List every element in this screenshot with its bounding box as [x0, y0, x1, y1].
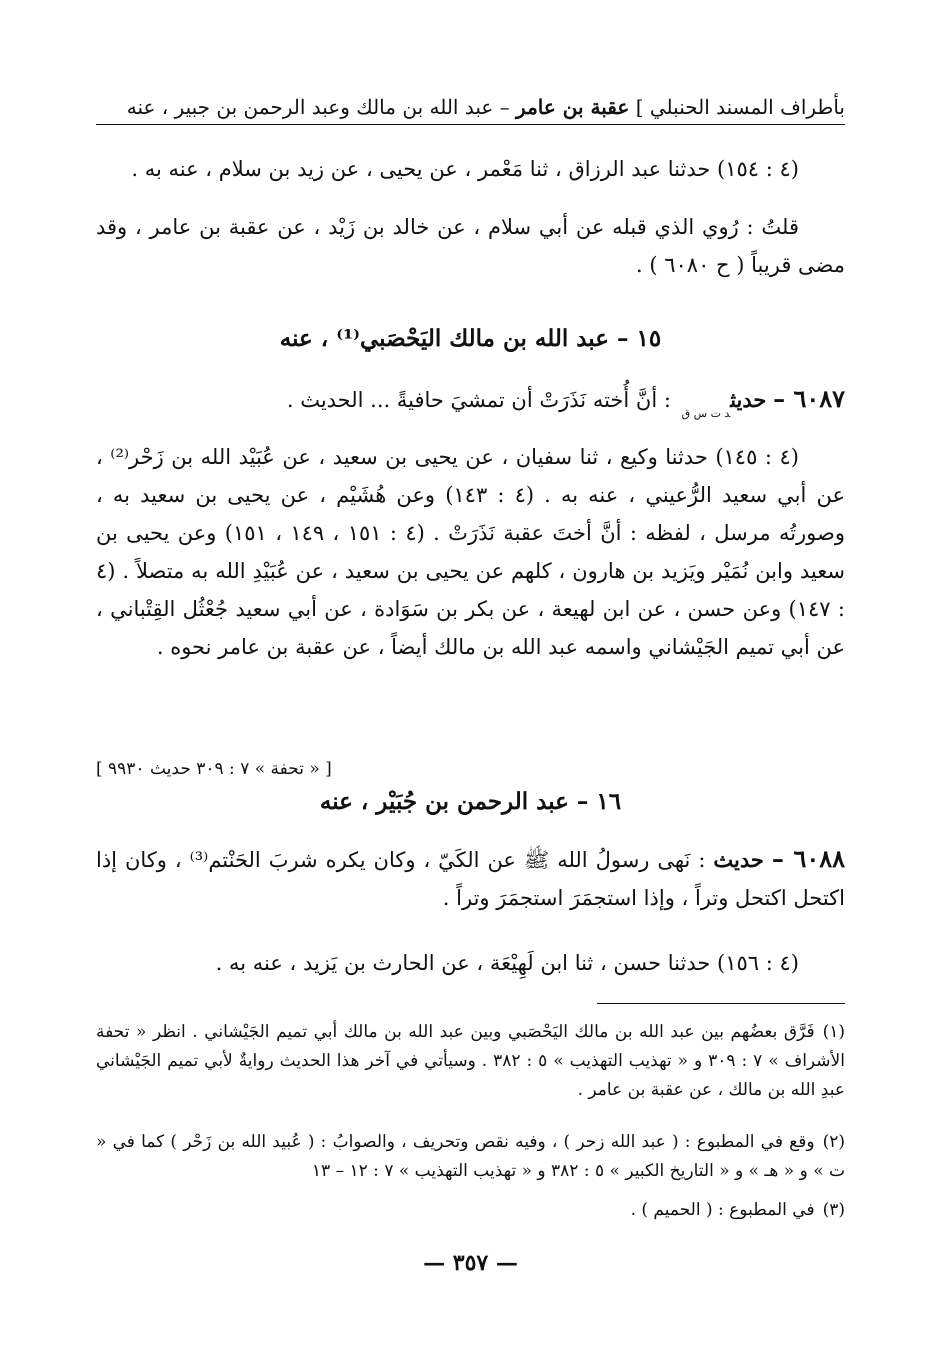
- paragraph-4: [96, 944, 845, 982]
- paragraph-2: [96, 208, 845, 284]
- hadith-sigla: د ت س ق: [681, 407, 731, 420]
- footnote-text: وقع في المطبوع : ( عبد الله زحر ) ، وفيه نقص وتحريف ، والصوابُ : ( عُبيد الله بن زَحْر ) كما في « ت » و « هـ » و « التاريخ الكبير » ٥ : ٣٨٢ و « تهذيب التهذيب » ٧ : ١٢ – ١٣: [96, 1132, 845, 1181]
- paragraph-3: [96, 438, 845, 666]
- paragraph-1: [96, 150, 845, 188]
- page-number: — ٣٥٧ —: [423, 1250, 518, 1276]
- header-right: [127, 94, 845, 120]
- footnote-number: (٢): [822, 1132, 845, 1152]
- paragraph-1-text: (٤ : ١٥٤) حدثنا عبد الرزاق ، ثنا مَعْمر ، عن يحيى ، عن زيد بن سلام ، عنه به .: [131, 157, 799, 181]
- hadith-6087: [96, 380, 845, 433]
- hadith-text: : نَهى رسولُ الله ﷺ عن الكَيّ ، وكان يكره شربَ الحَنْتم⁽³⁾ ، وكان إذا اكتحل اكتحل وتراً ، وإذا استجمَرَ استجمَرَ وتراً .: [96, 848, 845, 910]
- tuhfa-reference: [ « تحفة » ٧ : ٣٠٩ حديث ٩٩٣٠ ]: [96, 759, 332, 779]
- header-right-text: – عبد الله بن مالك وعبد الرحمن بن جبير ، عنه: [126, 95, 510, 119]
- hadith-number: ٦٠٨٧ –: [773, 384, 845, 413]
- hadith-text: : أنَّ أُخته نَذَرَتْ أن تمشيَ حافيةً ... الحديث .: [286, 388, 671, 412]
- footnote-1: [96, 1018, 845, 1105]
- footnote-2: [96, 1128, 845, 1186]
- footnote-number: (١): [822, 1022, 845, 1042]
- footnote-3: [96, 1196, 845, 1225]
- footnote-text: في المطبوع : ( الحميم ) .: [630, 1200, 815, 1220]
- hadith-label: حديث: [713, 847, 764, 872]
- footnote-text: فَرَّق بعضُهم بين عبد الله بن مالك اليَحْصَبي وبين عبد الله بن مالك أبي تميم الجَيْشاني . انظر « تحفة الأشراف » ٧ : ٣٠٩ و « تهذيب التهذيب » ٥ : ٣٨٢ . وسيأتي في آخر هذا الحديث روايةٌ لأبي تميم الجَيْشاني عبدِ الله بن مالك ، عن عقبة بن عامر .: [96, 1022, 845, 1100]
- paragraph-4-text: (٤ : ١٥٦) حدثنا حسن ، ثنا ابن لَهِيْعَة ، عن الحارث بن يَزيد ، عنه به .: [215, 951, 799, 975]
- header-center-text: عقبة بن عامر: [516, 95, 630, 119]
- hadith-6088: [96, 840, 845, 917]
- footnote-number: (٣): [822, 1200, 845, 1220]
- running-header: [96, 94, 845, 125]
- footnote-divider: [597, 1003, 845, 1004]
- paragraph-3-text: (٤ : ١٤٥) حدثنا وكيع ، ثنا سفيان ، عن يحيى بن سعيد ، عن عُبَيْد الله بن زَحْر⁽²⁾ ، عن أبي سعيد الرُّعيني ، عنه به . (٤ : ١٤٣) وعن هُشَيْم ، عن يحيى بن سعيد به ، وصورتُه مرسل ، لفظه : أنَّ أختَ عقبة نَذَرَتْ . (٤ : ١٥١ ، ١٤٩ ، ١٥١) وعن يحيى بن سعيد وابن نُمَيْر ويَزيد بن هارون ، كلهم عن يحيى بن سعيد ، عن عُبَيْدِ الله به متصلاً . (٤ : ١٤٧) وعن حسن ، عن ابن لهيعة ، عن بكر بن سَوَادة ، عن أبي سعيد جُعْثُل القِتْباني ، عن أبي تميم الجَيْشاني واسمه عبد الله بن مالك أيضاً ، عن عقبة بن عامر نحوه .: [96, 445, 846, 659]
- header-left-text: بأطراف المسند الحنبلي ]: [635, 95, 845, 119]
- section-heading-16: ١٦ – عبد الرحمن بن جُبَيْر ، عنه: [319, 788, 622, 815]
- section-heading-15: ١٥ – عبد الله بن مالك اليَحْصَبي⁽¹⁾ ، عنه: [279, 325, 662, 352]
- hadith-number: ٦٠٨٨ –: [771, 844, 845, 873]
- paragraph-2-text: قلتُ : رُوي الذي قبله عن أبي سلام ، عن خالد بن زَيْد ، عن عقبة بن عامر ، وقد مضى قريباً ( ح ٦٠٨٠ ) .: [96, 215, 845, 277]
- hadith-label: حديث: [730, 387, 767, 412]
